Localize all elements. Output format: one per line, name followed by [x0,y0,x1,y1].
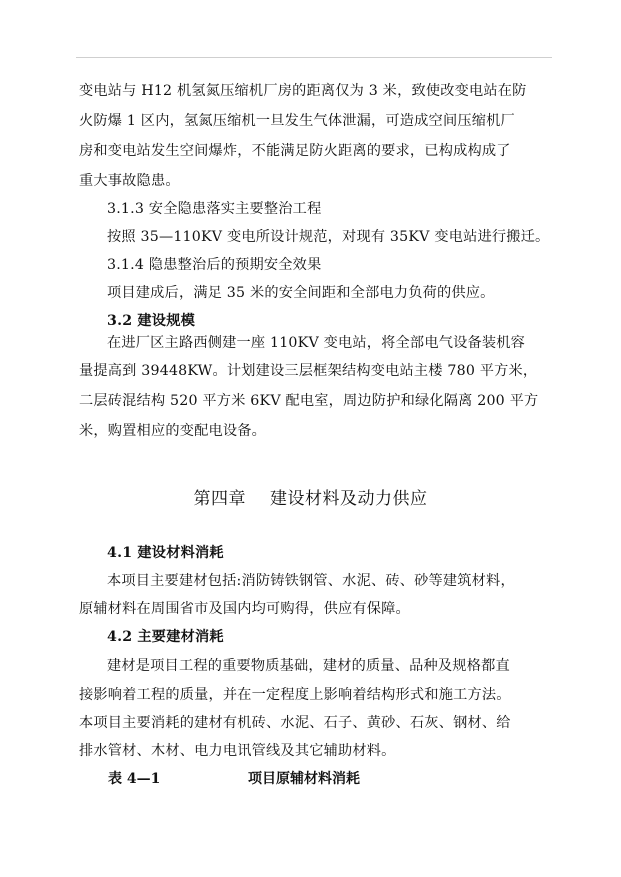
chapter-name: 建设材料及动力供应 [270,489,428,509]
text-line: 米，购置相应的变配电设备。 [79,423,267,439]
section-heading-3-1-4: 3.1.4 隐患整治后的预期安全效果 [107,257,322,273]
section-heading-3-2: 3.2 建设规模 [107,313,195,329]
chapter-title [0,484,621,509]
table-number: 表 4—1 [108,771,161,787]
section-heading-3-1-3: 3.1.3 安全隐患落实主要整治工程 [107,201,322,217]
section-body-3-1-4: 项目建成后，满足 35 米的安全间距和全部电力负荷的供应。 [107,285,495,301]
text-line: 本项目主要建材包括:消防铸铁钢管、水泥、砖、砂等建筑材料， [107,573,515,589]
table-title: 项目原辅材料消耗 [248,771,360,787]
text-line: 重大事故隐患。 [79,173,180,189]
text-line: 接影响着工程的质量，并在一定程度上影响着结构形式和施工方法。 [79,687,511,703]
chapter-number: 第四章 [193,489,246,509]
text-line: 二层砖混结构 520 平方米 6KV 配电室，周边防护和绿化隔离 200 平方 [79,393,539,409]
text-line: 原辅材料在周围省市及国内均可购得，供应有保障。 [79,601,410,617]
section-body-3-1-3: 按照 35—110KV 变电所设计规范，对现有 35KV 变电站进行搬迁。 [107,229,550,245]
text-line: 排水管材、木材、电力电讯管线及其它辅助材料。 [79,743,396,759]
text-line: 建材是项目工程的重要物质基础，建材的质量、品种及规格都直 [107,658,510,674]
text-line: 火防爆 1 区内，氢氮压缩机一旦发生气体泄漏，可造成空间压缩机厂 [79,113,515,129]
section-heading-4-2: 4.2 主要建材消耗 [107,629,224,645]
text-line: 量提高到 39448KW。计划建设三层框架结构变电站主楼 780 平方米， [79,363,538,379]
section-heading-4-1: 4.1 建设材料消耗 [107,545,224,561]
text-line: 房和变电站发生空间爆炸，不能满足防火距离的要求，已构成构成了 [79,143,511,159]
text-line: 变电站与 H12 机氢氮压缩机厂房的距离仅为 3 米，致使改变电站在防 [79,83,527,99]
text-line: 在进厂区主路西侧建一座 110KV 变电站，将全部电气设备装机容 [107,335,526,351]
header-rule [76,57,552,58]
text-line: 本项目主要消耗的建材有机砖、水泥、石子、黄砂、石灰、钢材、给 [79,715,511,731]
